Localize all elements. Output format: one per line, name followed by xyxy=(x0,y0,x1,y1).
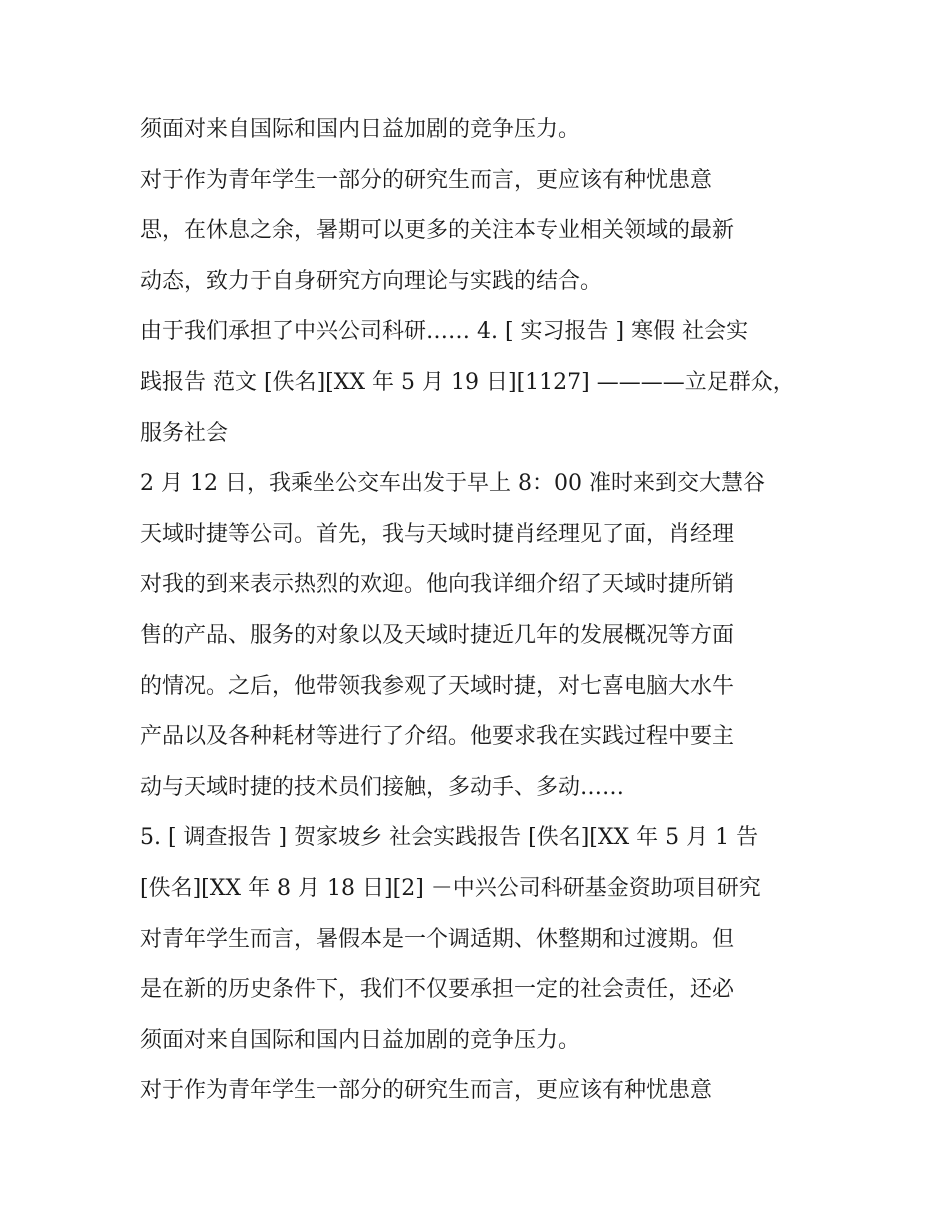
text-line: 对于作为青年学生一部分的研究生而言，更应该有种忧患意 xyxy=(140,1078,713,1104)
text-line: 践报告 范文 [佚名][XX 年 5 月 19 日][1127] ————立足群众， xyxy=(140,369,795,395)
text-line: 对青年学生而言，暑假本是一个调适期、休整期和过渡期。但 xyxy=(140,926,735,952)
text-line: 产品以及各种耗材等进行了介绍。他要求我在实践过程中要主 xyxy=(140,724,735,750)
text-line: 须面对来自国际和国内日益加剧的竞争压力。 xyxy=(140,117,581,142)
text-line: 服务社会 xyxy=(140,420,229,446)
text-line: 须面对来自国际和国内日益加剧的竞争压力。 xyxy=(140,1027,581,1053)
text-line: 动与天域时捷的技术员们接触，多动手、多动…… xyxy=(140,774,625,800)
document-body xyxy=(140,110,820,1122)
text-line: 售的产品、服务的对象以及天域时捷近几年的发展概况等方面 xyxy=(140,622,735,648)
text-line: 对于作为青年学生一部分的研究生而言，更应该有种忧患意 xyxy=(140,167,713,193)
text-line: 天域时捷等公司。首先，我与天域时捷肖经理见了面，肖经理 xyxy=(140,521,735,547)
text-line: 由于我们承担了中兴公司科研…… 4. [ 实习报告 ] 寒假 社会实 xyxy=(140,319,749,345)
text-line: 5. [ 调查报告 ] 贺家坡乡 社会实践报告 [佚名][XX 年 5 月 1 告 xyxy=(140,825,759,851)
text-line: 是在新的历史条件下，我们不仅要承担一定的社会责任，还必 xyxy=(140,977,735,1003)
text-line: 动态，致力于自身研究方向理论与实践的结合。 xyxy=(140,268,603,294)
text-line: [佚名][XX 年 8 月 18 日][2] －中兴公司科研基金资助项目研究 xyxy=(140,875,761,901)
text-line: 对我的到来表示热烈的欢迎。他向我详细介绍了天域时捷所销 xyxy=(140,572,735,598)
text-line: 的情况。之后，他带领我参观了天域时捷，对七喜电脑大水牛 xyxy=(140,673,735,699)
text-line: 思，在休息之余，暑期可以更多的关注本专业相关领域的最新 xyxy=(140,218,735,244)
text-line: 2 月 12 日，我乘坐公交车出发于早上 8：00 准时来到交大慧谷 xyxy=(140,471,765,497)
